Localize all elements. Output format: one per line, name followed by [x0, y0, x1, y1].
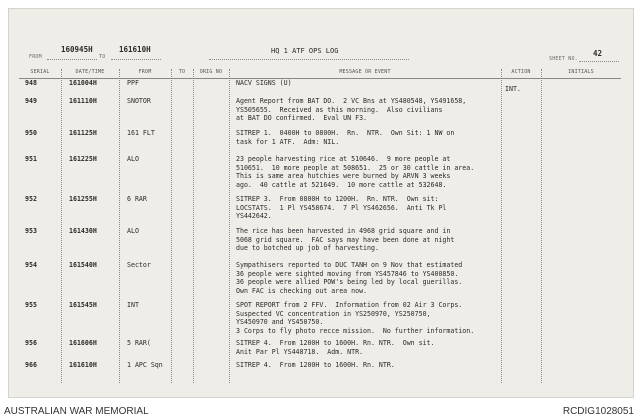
entry-serial: 955: [25, 301, 37, 309]
divider-to: [193, 69, 194, 383]
entry-from: 161 FLT: [127, 129, 155, 137]
log-title-line: [209, 59, 409, 60]
archive-reference: RCDIG1028051: [562, 406, 634, 417]
archive-credit: AUSTRALIAN WAR MEMORIAL: [4, 406, 149, 417]
entry-dtg: 161540H: [69, 261, 97, 269]
divider-dtg: [119, 69, 120, 383]
entry-message-line: SITREP 3. From 0800H to 1200H. Rn. NTR. Own sit:: [236, 195, 439, 203]
entry-dtg: 161110H: [69, 97, 97, 105]
entry-from: 5 RAR(: [127, 339, 151, 347]
entry-from: SNOTOR: [127, 97, 151, 105]
dtg-to-line: [111, 59, 161, 60]
entry-message-line: This is same area hutchies were burned by ARVN 3 weeks: [236, 172, 451, 181]
dtg-from-prefix: FROM: [29, 54, 42, 60]
entry-message-line: due to botched up job of harvesting.: [236, 244, 379, 253]
entry-message-line: at BAT DO confirmed. Eval UN F3.: [236, 114, 368, 123]
entry-serial: 951: [25, 155, 37, 163]
log-sheet: [8, 8, 634, 398]
entry-message-line: YS450970 and YS450750.: [236, 318, 324, 327]
entry-dtg: 161255H: [69, 195, 97, 203]
col-from: FROM: [119, 69, 171, 79]
entry-from: Sector: [127, 261, 151, 269]
entry-message-line: Suspected VC concentration in YS250970, YS250750,: [236, 309, 431, 318]
entry-dtg: 161610H: [69, 361, 97, 369]
entry-message-line: NACV SIGNS (U): [236, 79, 292, 87]
col-date-time: DATE/TIME: [61, 69, 119, 79]
sheet-label: SHEET NO.: [549, 56, 578, 62]
divider-from: [171, 69, 172, 383]
entry-from: ALO: [127, 155, 139, 163]
entry-from: PPF: [127, 79, 139, 87]
divider-orig: [229, 69, 230, 383]
entry-message-line: 23 people harvesting rice at 510646. 9 more people at: [236, 155, 451, 163]
entry-serial: 966: [25, 361, 37, 369]
entry-serial: 953: [25, 227, 37, 235]
entry-message-line: Anit Par Pl YS448718. Adm. NTR.: [236, 347, 364, 356]
col-orig-no: ORIG NO: [193, 69, 229, 79]
col-initials: INITIALS: [541, 69, 621, 79]
entry-message-line: 36 people were allied POW's being led by local guerillas.: [236, 278, 463, 287]
entry-message-line: SITREP 4. From 1200H to 1600H. Rn. NTR.: [236, 361, 395, 369]
dtg-from-line: [47, 59, 97, 60]
dtg-to: 161610H: [119, 45, 151, 54]
entry-message-line: Agent Report from BAT DO. 2 VC Bns at YS480548, YS491658,: [236, 97, 467, 105]
col-serial: SERIAL: [19, 69, 61, 79]
entry-message-line: YS505655. Received as this morning. Also civilians: [236, 105, 443, 114]
entry-dtg: 161606H: [69, 339, 97, 347]
divider-message: [501, 69, 502, 383]
entry-message-line: task for 1 ATF. Adm: NIL.: [236, 137, 340, 146]
entry-message-line: YS442642.: [236, 212, 272, 221]
entry-message-line: 36 people were sighted moving from YS457846 to YS400850.: [236, 269, 459, 278]
dtg-to-label: TO: [99, 54, 106, 60]
entry-from: 1 APC Sqn: [127, 361, 163, 369]
entry-message-line: The rice has been harvested in 4968 grid square and in: [236, 227, 451, 235]
entry-dtg: 161545H: [69, 301, 97, 309]
entry-dtg: 161430H: [69, 227, 97, 235]
entry-from: 6 RAR: [127, 195, 147, 203]
entry-dtg: 161004H: [69, 79, 97, 87]
entry-message-line: 3 Corps to fly photo recce mission. No further information.: [236, 326, 475, 335]
entry-serial: 948: [25, 79, 37, 87]
entry-serial: 950: [25, 129, 37, 137]
divider-serial: [61, 69, 62, 383]
col-to: TO: [171, 69, 193, 79]
entry-message-line: Own FAC is checking out area now.: [236, 286, 368, 295]
divider-action: [541, 69, 542, 383]
entry-serial: 956: [25, 339, 37, 347]
entry-message-line: Sympathisers reported to DUC TANH on 9 Nov that estimated: [236, 261, 463, 269]
entry-message-line: 5068 grid square. FAC says may have been done at night: [236, 235, 455, 244]
entry-serial: 949: [25, 97, 37, 105]
entry-action: INT.: [505, 85, 521, 93]
dtg-from: 160945H: [61, 45, 93, 54]
entry-message-line: SPOT REPORT from 2 FFV. Information from 02 Air 3 Corps.: [236, 301, 463, 309]
entry-serial: 954: [25, 261, 37, 269]
col-message: MESSAGE OR EVENT: [229, 69, 501, 79]
entry-serial: 952: [25, 195, 37, 203]
entry-message-line: SITREP 1. 0400H to 0800H. Rn. NTR. Own Sit: 1 NW on: [236, 129, 455, 137]
col-action: ACTION: [501, 69, 541, 79]
entry-dtg: 161125H: [69, 129, 97, 137]
sheet-number: 42: [593, 49, 603, 58]
entry-from: ALO: [127, 227, 139, 235]
log-title: HQ 1 ATF OPS LOG: [271, 47, 339, 55]
entry-dtg: 161225H: [69, 155, 97, 163]
entry-from: INT: [127, 301, 139, 309]
entry-message-line: 510651. 10 more people at 508651. 25 or 30 cattle in area.: [236, 163, 475, 172]
entry-message-line: LOCSTATS. 1 Pl YS458674. 7 Pl YS462656. Anti Tk Pl: [236, 203, 447, 212]
entry-message-line: ago. 40 cattle at 521649. 10 more cattle at 532648.: [236, 180, 447, 189]
entry-message-line: SITREP 4. From 1200H to 1600H. Rn. NTR. Own sit.: [236, 339, 435, 347]
sheet-line: [579, 61, 619, 62]
